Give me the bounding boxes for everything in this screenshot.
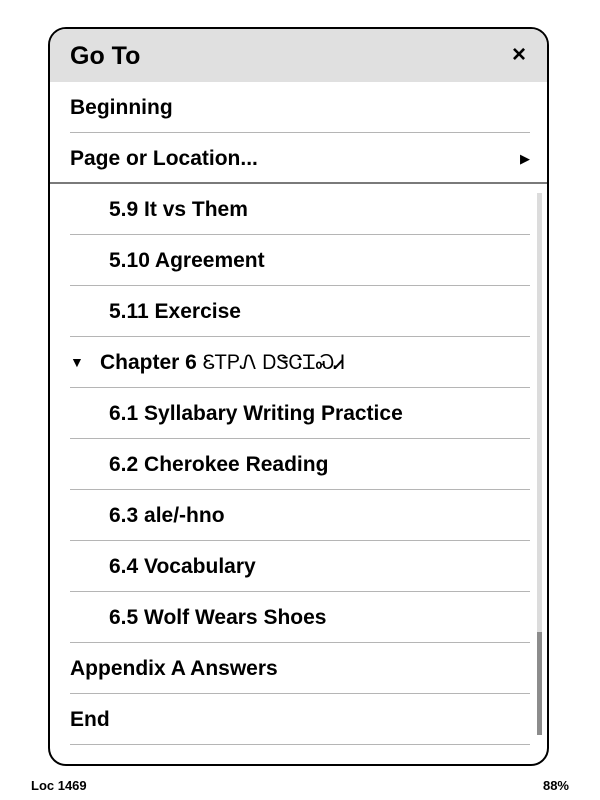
toc-item-label: End xyxy=(70,708,110,731)
toc-chapter-syllabary: ᏋᎢᏢᏁ ᎠᏕᏣᏆᏍᏗ xyxy=(202,350,345,374)
toc-item-label: 5.11 Exercise xyxy=(109,300,241,323)
toc-item-label: 5.10 Agreement xyxy=(109,249,265,272)
toc-item-label: 6.3 ale/-hno xyxy=(109,504,225,527)
toc-item[interactable] xyxy=(70,439,530,490)
progress-percent: 88% xyxy=(542,778,569,793)
beginning-label: Beginning xyxy=(70,96,173,119)
toc-item[interactable] xyxy=(70,592,530,643)
page-or-location-label: Page or Location... xyxy=(70,147,258,170)
toc-item[interactable] xyxy=(70,235,530,286)
toc-item-appendix-a[interactable] xyxy=(70,643,530,694)
toc-item[interactable] xyxy=(70,184,530,235)
toc-item-label: 6.4 Vocabulary xyxy=(109,555,256,578)
toc-item-label: 6.5 Wolf Wears Shoes xyxy=(109,606,327,629)
beginning-item[interactable] xyxy=(70,82,530,133)
toc-item-label: 5.9 It vs Them xyxy=(109,198,248,221)
toc-item-end[interactable] xyxy=(70,694,530,745)
submenu-arrow-icon: ▶ xyxy=(520,151,530,166)
page-or-location-item[interactable] xyxy=(70,133,530,184)
close-button[interactable] xyxy=(505,41,533,69)
scrollbar-track[interactable] xyxy=(537,193,542,735)
dialog-title: Go To xyxy=(70,42,141,70)
toc-item[interactable] xyxy=(70,388,530,439)
toc-item-label: Appendix A Answers xyxy=(70,657,278,680)
toc-list xyxy=(70,184,530,745)
toc-item[interactable] xyxy=(70,490,530,541)
close-icon: × xyxy=(511,41,526,68)
toc-item[interactable] xyxy=(70,286,530,337)
toc-item-label: 6.2 Cherokee Reading xyxy=(109,453,329,476)
go-to-dialog xyxy=(48,27,549,766)
toc-chapter-6[interactable] xyxy=(70,337,530,388)
expand-triangle-icon[interactable]: ▼ xyxy=(70,354,84,370)
scrollbar-thumb[interactable] xyxy=(537,632,542,735)
toc-item-label: 6.1 Syllabary Writing Practice xyxy=(109,402,403,425)
toc-chapter-label: Chapter 6 xyxy=(100,351,197,374)
toc-item[interactable] xyxy=(70,541,530,592)
dialog-header xyxy=(50,29,547,82)
location-indicator: Loc 1469 xyxy=(31,778,87,793)
